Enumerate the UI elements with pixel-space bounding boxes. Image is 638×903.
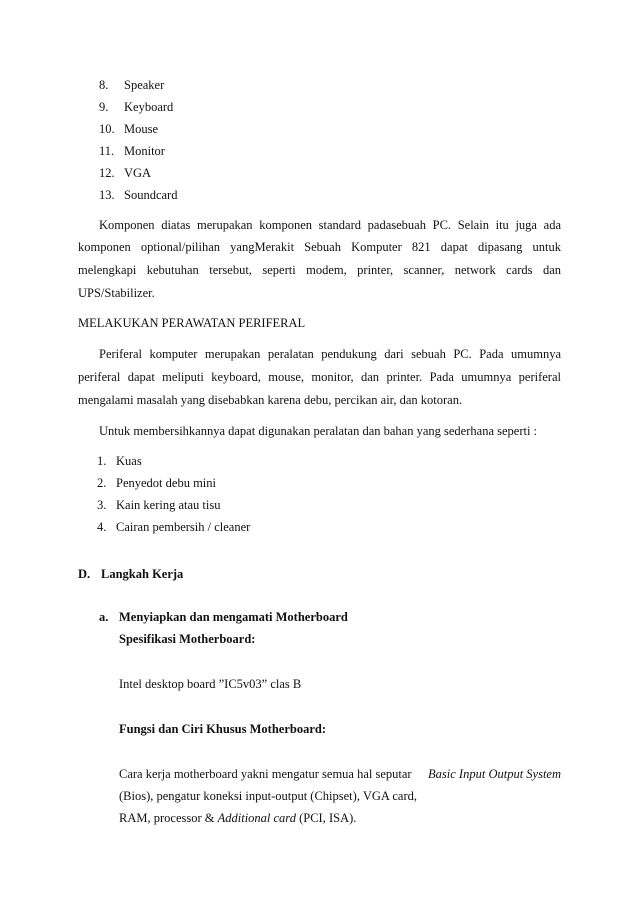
list-item-label: Keyboard	[124, 100, 174, 114]
list-item-number: 13.	[99, 188, 115, 202]
list-item-label: Cairan pembersih / cleaner	[116, 520, 251, 534]
list-item-label: Kuas	[116, 454, 142, 468]
list-item-number: 3.	[97, 498, 107, 512]
list-item-label: Soundcard	[124, 188, 178, 202]
list-item-number: 10.	[99, 122, 115, 136]
list-item-number: 9.	[99, 100, 109, 114]
list-item-label: Speaker	[124, 78, 165, 92]
line-text-end: (PCI, ISA).	[299, 811, 357, 825]
line-text: RAM, processor &	[119, 811, 215, 825]
line-italic-text: Additional card	[217, 811, 296, 825]
line-italic-text: Basic Input Output System	[428, 767, 561, 781]
paragraph-cleaning: Untuk membersihkannya dapat digunakan peralatan dan bahan yang sederhana seperti :	[99, 424, 538, 438]
list-item-number: 4.	[97, 520, 107, 534]
spec-heading: Spesifikasi Motherboard:	[119, 632, 256, 646]
spec-value: Intel desktop board ”IC5v03” clas B	[119, 677, 302, 691]
paragraph-line: (Bios), pengatur koneksi input-output (Chipset), VGA card,	[119, 789, 417, 803]
list-item-number: 11.	[99, 144, 115, 158]
paragraph-line: komponen optional/pilihan yangMerakit Sebuah Komputer 821 dapat dipasang untuk	[78, 240, 561, 254]
list-item-label: Mouse	[124, 122, 159, 136]
fungsi-heading: Fungsi dan Ciri Khusus Motherboard:	[119, 722, 326, 736]
list-item-label: Kain kering atau tisu	[116, 498, 221, 512]
list-item-label: VGA	[124, 166, 152, 180]
section-heading: MELAKUKAN PERAWATAN PERIFERAL	[78, 316, 306, 330]
step-title: Menyiapkan dan mengamati Motherboard	[119, 610, 348, 624]
paragraph-line: periferal dapat meliputi keyboard, mouse, monitor, dan printer. Pada umumnya periferal	[78, 370, 561, 384]
paragraph-line	[119, 810, 356, 826]
paragraph-line: melengkapi kebutuhan tersebut, seperti modem, printer, scanner, network cards dan	[78, 263, 561, 277]
paragraph-line: mengalami masalah yang disebabkan karena debu, percikan air, dan kotoran.	[78, 393, 463, 407]
line-text: Cara kerja motherboard yakni mengatur semua hal seputar	[119, 767, 412, 781]
paragraph-line: Periferal komputer merupakan peralatan pendukung dari sebuah PC. Pada umumnya	[99, 347, 561, 361]
list-item-label: Monitor	[124, 144, 165, 158]
list-item-number: 2.	[97, 476, 107, 490]
step-letter: a.	[99, 610, 109, 624]
list-item-number: 12.	[99, 166, 115, 180]
paragraph-line: Komponen diatas merupakan komponen standard padasebuah PC. Selain itu juga ada	[99, 218, 561, 232]
section-letter: D.	[78, 567, 91, 581]
list-item-number: 8.	[99, 78, 109, 92]
list-item-label: Penyedot debu mini	[116, 476, 216, 490]
paragraph-line	[119, 766, 561, 782]
paragraph-line: UPS/Stabilizer.	[78, 286, 155, 300]
list-item-number: 1.	[97, 454, 107, 468]
section-title: Langkah Kerja	[101, 567, 184, 581]
